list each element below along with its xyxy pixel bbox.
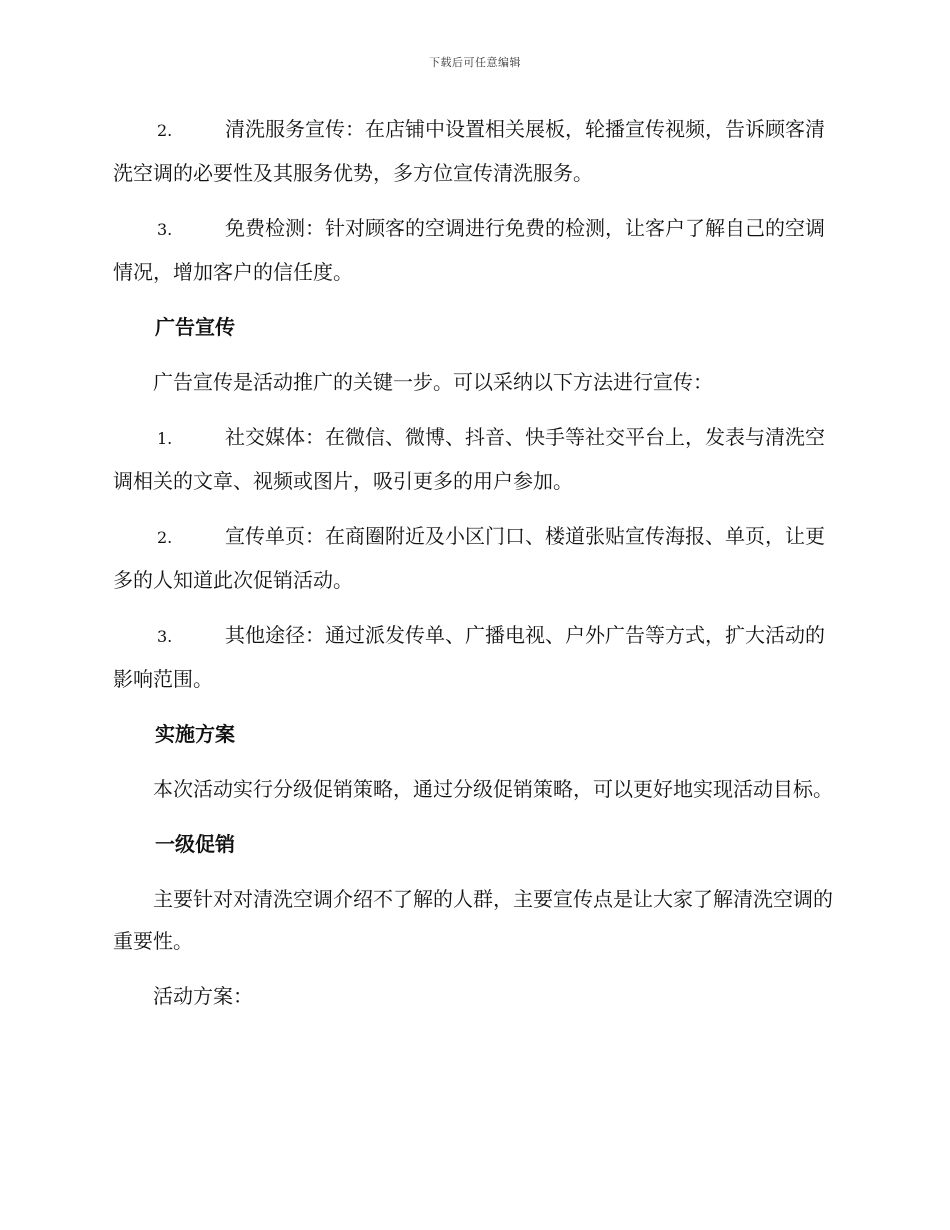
list-item-service-promo <box>113 108 833 194</box>
list-number: 3. <box>157 220 173 239</box>
list-text: 清洗服务宣传：在店铺中设置相关展板，轮播宣传视频，告诉顾客清洗空调的必要性及其服务优势，多方位宣传清洗服务。 <box>113 117 825 185</box>
list-number: 3. <box>157 627 173 646</box>
list-text: 免费检测：针对顾客的空调进行免费的检测，让客户了解自己的空调情况，增加客户的信任度。 <box>113 216 825 284</box>
list-number: 2. <box>157 528 173 547</box>
list-item-free-check <box>113 207 833 293</box>
paragraph-implementation: 本次活动实行分级促销策略，通过分级促销策略，可以更好地实现活动目标。 <box>153 777 833 801</box>
page-header: 下载后可任意编辑 <box>429 56 521 69</box>
list-item-social-media <box>113 416 833 502</box>
list-item-flyers <box>113 515 833 601</box>
section-heading-implementation: 实施方案 <box>155 722 235 746</box>
section-heading-level-one: 一级促销 <box>155 832 235 856</box>
paragraph-level-one: 主要针对对清洗空调介绍不了解的人群，主要宣传点是让大家了解清洗空调的重要性。 <box>113 887 833 953</box>
list-text: 其他途径：通过派发传单、广播电视、户外广告等方式，扩大活动的影响范围。 <box>113 623 825 691</box>
list-text: 宣传单页：在商圈附近及小区门口、楼道张贴宣传海报、单页，让更多的人知道此次促销活动。 <box>113 524 825 592</box>
document-body <box>113 108 833 1030</box>
list-number: 2. <box>157 121 173 140</box>
list-item-other-channels <box>113 614 833 700</box>
paragraph-activity-plan: 活动方案： <box>153 984 253 1008</box>
list-number: 1. <box>157 429 173 448</box>
section-heading-advertising: 广告宣传 <box>155 315 235 339</box>
paragraph-advertising-intro: 广告宣传是活动推广的关键一步。可以采纳以下方法进行宣传： <box>153 370 713 394</box>
list-text: 社交媒体：在微信、微博、抖音、快手等社交平台上，发表与清洗空调相关的文章、视频或图片，吸引更多的用户参加。 <box>113 425 825 493</box>
